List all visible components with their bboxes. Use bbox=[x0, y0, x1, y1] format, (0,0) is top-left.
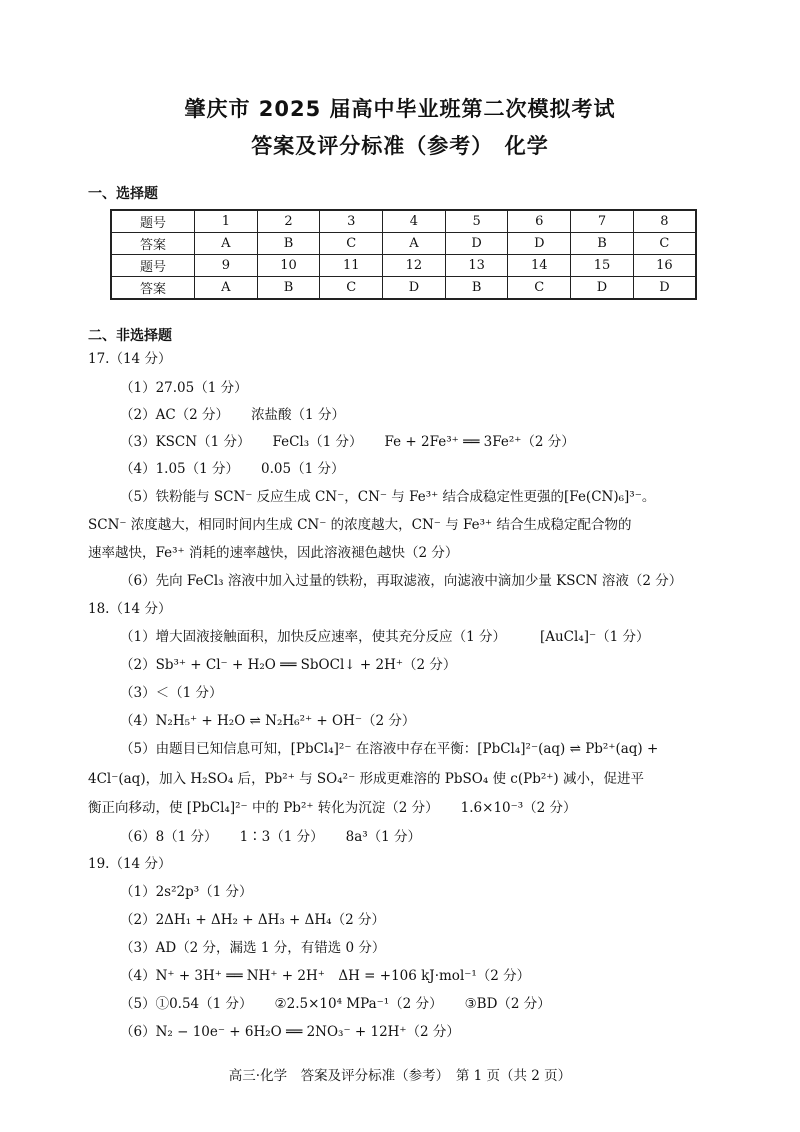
q19-part5-c: ③BD（2 分） bbox=[464, 996, 551, 1012]
table-cell: 8 bbox=[633, 210, 696, 233]
q17-part3-c: Fe + 2Fe³⁺ ══ 3Fe²⁺（2 分） bbox=[384, 434, 575, 450]
answer-table bbox=[110, 209, 697, 300]
table-cell: A bbox=[195, 277, 258, 300]
table-cell: B bbox=[571, 233, 634, 255]
table-cell: A bbox=[383, 233, 446, 255]
q17-part3-a: （3）KSCN（1 分） bbox=[120, 434, 251, 450]
q17-part4-b: 0.05（1 分） bbox=[261, 461, 345, 477]
table-cell: 6 bbox=[508, 210, 571, 233]
q17-part2 bbox=[120, 406, 345, 424]
table-cell: 15 bbox=[571, 255, 634, 277]
question-19-heading: 19.（14 分） bbox=[88, 856, 172, 872]
row-label: 答案 bbox=[111, 233, 195, 255]
question-17-heading: 17.（14 分） bbox=[88, 351, 172, 367]
table-cell: 2 bbox=[257, 210, 320, 233]
q17-part2-a: （2）AC（2 分） bbox=[120, 407, 230, 423]
q19-part1: （1）2s²2p³（1 分） bbox=[120, 884, 253, 900]
table-cell: 14 bbox=[508, 255, 571, 277]
q19-part6: （6）N₂ − 10e⁻ + 6H₂O ══ 2NO₃⁻ + 12H⁺（2 分） bbox=[120, 1024, 460, 1040]
q17-part2-b: 浓盐酸（1 分） bbox=[251, 407, 345, 423]
q18-part1-a: （1）增大固液接触面积，加快反应速率，使其充分反应（1 分） bbox=[120, 629, 506, 645]
section-heading-choice: 一、选择题 bbox=[88, 186, 158, 202]
q19-part4: （4）N⁺ + 3H⁺ ══ NH⁺ + 2H⁺ ΔH = +106 kJ·mol⁻¹（2 分） bbox=[120, 968, 531, 984]
table-cell: D bbox=[633, 277, 696, 300]
q18-part6-c: 8a³（1 分） bbox=[345, 829, 422, 845]
q18-part5-line3-a: 衡正向移动，使 [PbCl₄]²⁻ 中的 Pb²⁺ 转化为沉淀（2 分） bbox=[88, 800, 439, 816]
table-cell: 16 bbox=[633, 255, 696, 277]
table-cell: 7 bbox=[571, 210, 634, 233]
table-row bbox=[111, 233, 696, 255]
row-label: 题号 bbox=[111, 210, 195, 233]
table-cell: A bbox=[195, 233, 258, 255]
q19-part2: （2）2ΔH₁ + ΔH₂ + ΔH₃ + ΔH₄（2 分） bbox=[120, 912, 385, 928]
table-cell: D bbox=[383, 277, 446, 300]
table-cell: D bbox=[445, 233, 508, 255]
q17-part3-b: FeCl₃（1 分） bbox=[272, 434, 363, 450]
q18-part2: （2）Sb³⁺ + Cl⁻ + H₂O ══ SbOCl↓ + 2H⁺（2 分） bbox=[120, 657, 457, 673]
q18-part5-line2: 4Cl⁻(aq)，加入 H₂SO₄ 后，Pb²⁺ 与 SO₄²⁻ 形成更难溶的 PbSO₄ 使 c(Pb²⁺) 减小，促进平 bbox=[88, 771, 644, 787]
q17-part1: （1）27.05（1 分） bbox=[120, 380, 248, 396]
table-cell: B bbox=[257, 277, 320, 300]
table-cell: D bbox=[571, 277, 634, 300]
q18-part5-line3 bbox=[88, 799, 577, 817]
table-cell: 13 bbox=[445, 255, 508, 277]
table-cell: 10 bbox=[257, 255, 320, 277]
q18-part1-b: [AuCl₄]⁻（1 分） bbox=[539, 629, 650, 645]
row-label: 答案 bbox=[111, 277, 195, 300]
question-18-heading: 18.（14 分） bbox=[88, 601, 172, 617]
table-cell: 4 bbox=[383, 210, 446, 233]
q18-part1 bbox=[120, 628, 650, 646]
table-cell: B bbox=[445, 277, 508, 300]
table-cell: 3 bbox=[320, 210, 383, 233]
q17-part5-line1: （5）铁粉能与 SCN⁻ 反应生成 CN⁻，CN⁻ 与 Fe³⁺ 结合成稳定性更强的[Fe(CN)₆]³⁻。 bbox=[120, 489, 656, 505]
table-cell: 9 bbox=[195, 255, 258, 277]
page-title: 肇庆市 2025 届高中毕业班第二次模拟考试 bbox=[184, 97, 616, 121]
q17-part4-a: （4）1.05（1 分） bbox=[120, 461, 240, 477]
table-cell: C bbox=[320, 233, 383, 255]
table-cell: 11 bbox=[320, 255, 383, 277]
q19-part5 bbox=[120, 995, 551, 1013]
table-cell: 1 bbox=[195, 210, 258, 233]
q19-part3: （3）AD（2 分，漏选 1 分，有错选 0 分） bbox=[120, 940, 386, 956]
q17-part5-line2: SCN⁻ 浓度越大，相同时间内生成 CN⁻ 的浓度越大，CN⁻ 与 Fe³⁺ 结合生成稳定配合物的 bbox=[88, 517, 632, 533]
table-cell: 12 bbox=[383, 255, 446, 277]
q17-part4 bbox=[120, 460, 344, 478]
q17-part3 bbox=[120, 433, 575, 451]
q18-part4: （4）N₂H₅⁺ + H₂O ⇌ N₂H₆²⁺ + OH⁻（2 分） bbox=[120, 713, 416, 729]
table-cell: B bbox=[257, 233, 320, 255]
q18-part6 bbox=[120, 828, 421, 846]
table-cell: D bbox=[508, 233, 571, 255]
q18-part5-line1: （5）由题目已知信息可知，[PbCl₄]²⁻ 在溶液中存在平衡：[PbCl₄]²⁻(aq) ⇌ Pb²⁺(aq) + bbox=[120, 741, 659, 757]
table-cell: 5 bbox=[445, 210, 508, 233]
table-row bbox=[111, 277, 696, 300]
q19-part5-a: （5）①0.54（1 分） bbox=[120, 996, 253, 1012]
page-subtitle: 答案及评分标准（参考） 化学 bbox=[251, 134, 549, 158]
q18-part3: （3）＜（1 分） bbox=[120, 685, 223, 701]
q18-part6-b: 1∶3（1 分） bbox=[239, 829, 324, 845]
table-row bbox=[111, 210, 696, 233]
q19-part5-b: ②2.5×10⁴ MPa⁻¹（2 分） bbox=[274, 996, 443, 1012]
table-cell: C bbox=[508, 277, 571, 300]
table-cell: C bbox=[633, 233, 696, 255]
row-label: 题号 bbox=[111, 255, 195, 277]
q17-part6: （6）先向 FeCl₃ 溶液中加入过量的铁粉，再取滤液，向滤液中滴加少量 KSCN 溶液（2 分） bbox=[120, 573, 683, 589]
table-row bbox=[111, 255, 696, 277]
table-cell: C bbox=[320, 277, 383, 300]
q18-part5-line3-b: 1.6×10⁻³（2 分） bbox=[460, 800, 577, 816]
q18-part6-a: （6）8（1 分） bbox=[120, 829, 218, 845]
page-footer: 高三·化学 答案及评分标准（参考） 第 1 页（共 2 页） bbox=[228, 1068, 572, 1084]
q17-part5-line3: 速率越快，Fe³⁺ 消耗的速率越快，因此溶液褪色越快（2 分） bbox=[88, 545, 459, 561]
section-heading-nonchoice: 二、非选择题 bbox=[88, 328, 172, 344]
